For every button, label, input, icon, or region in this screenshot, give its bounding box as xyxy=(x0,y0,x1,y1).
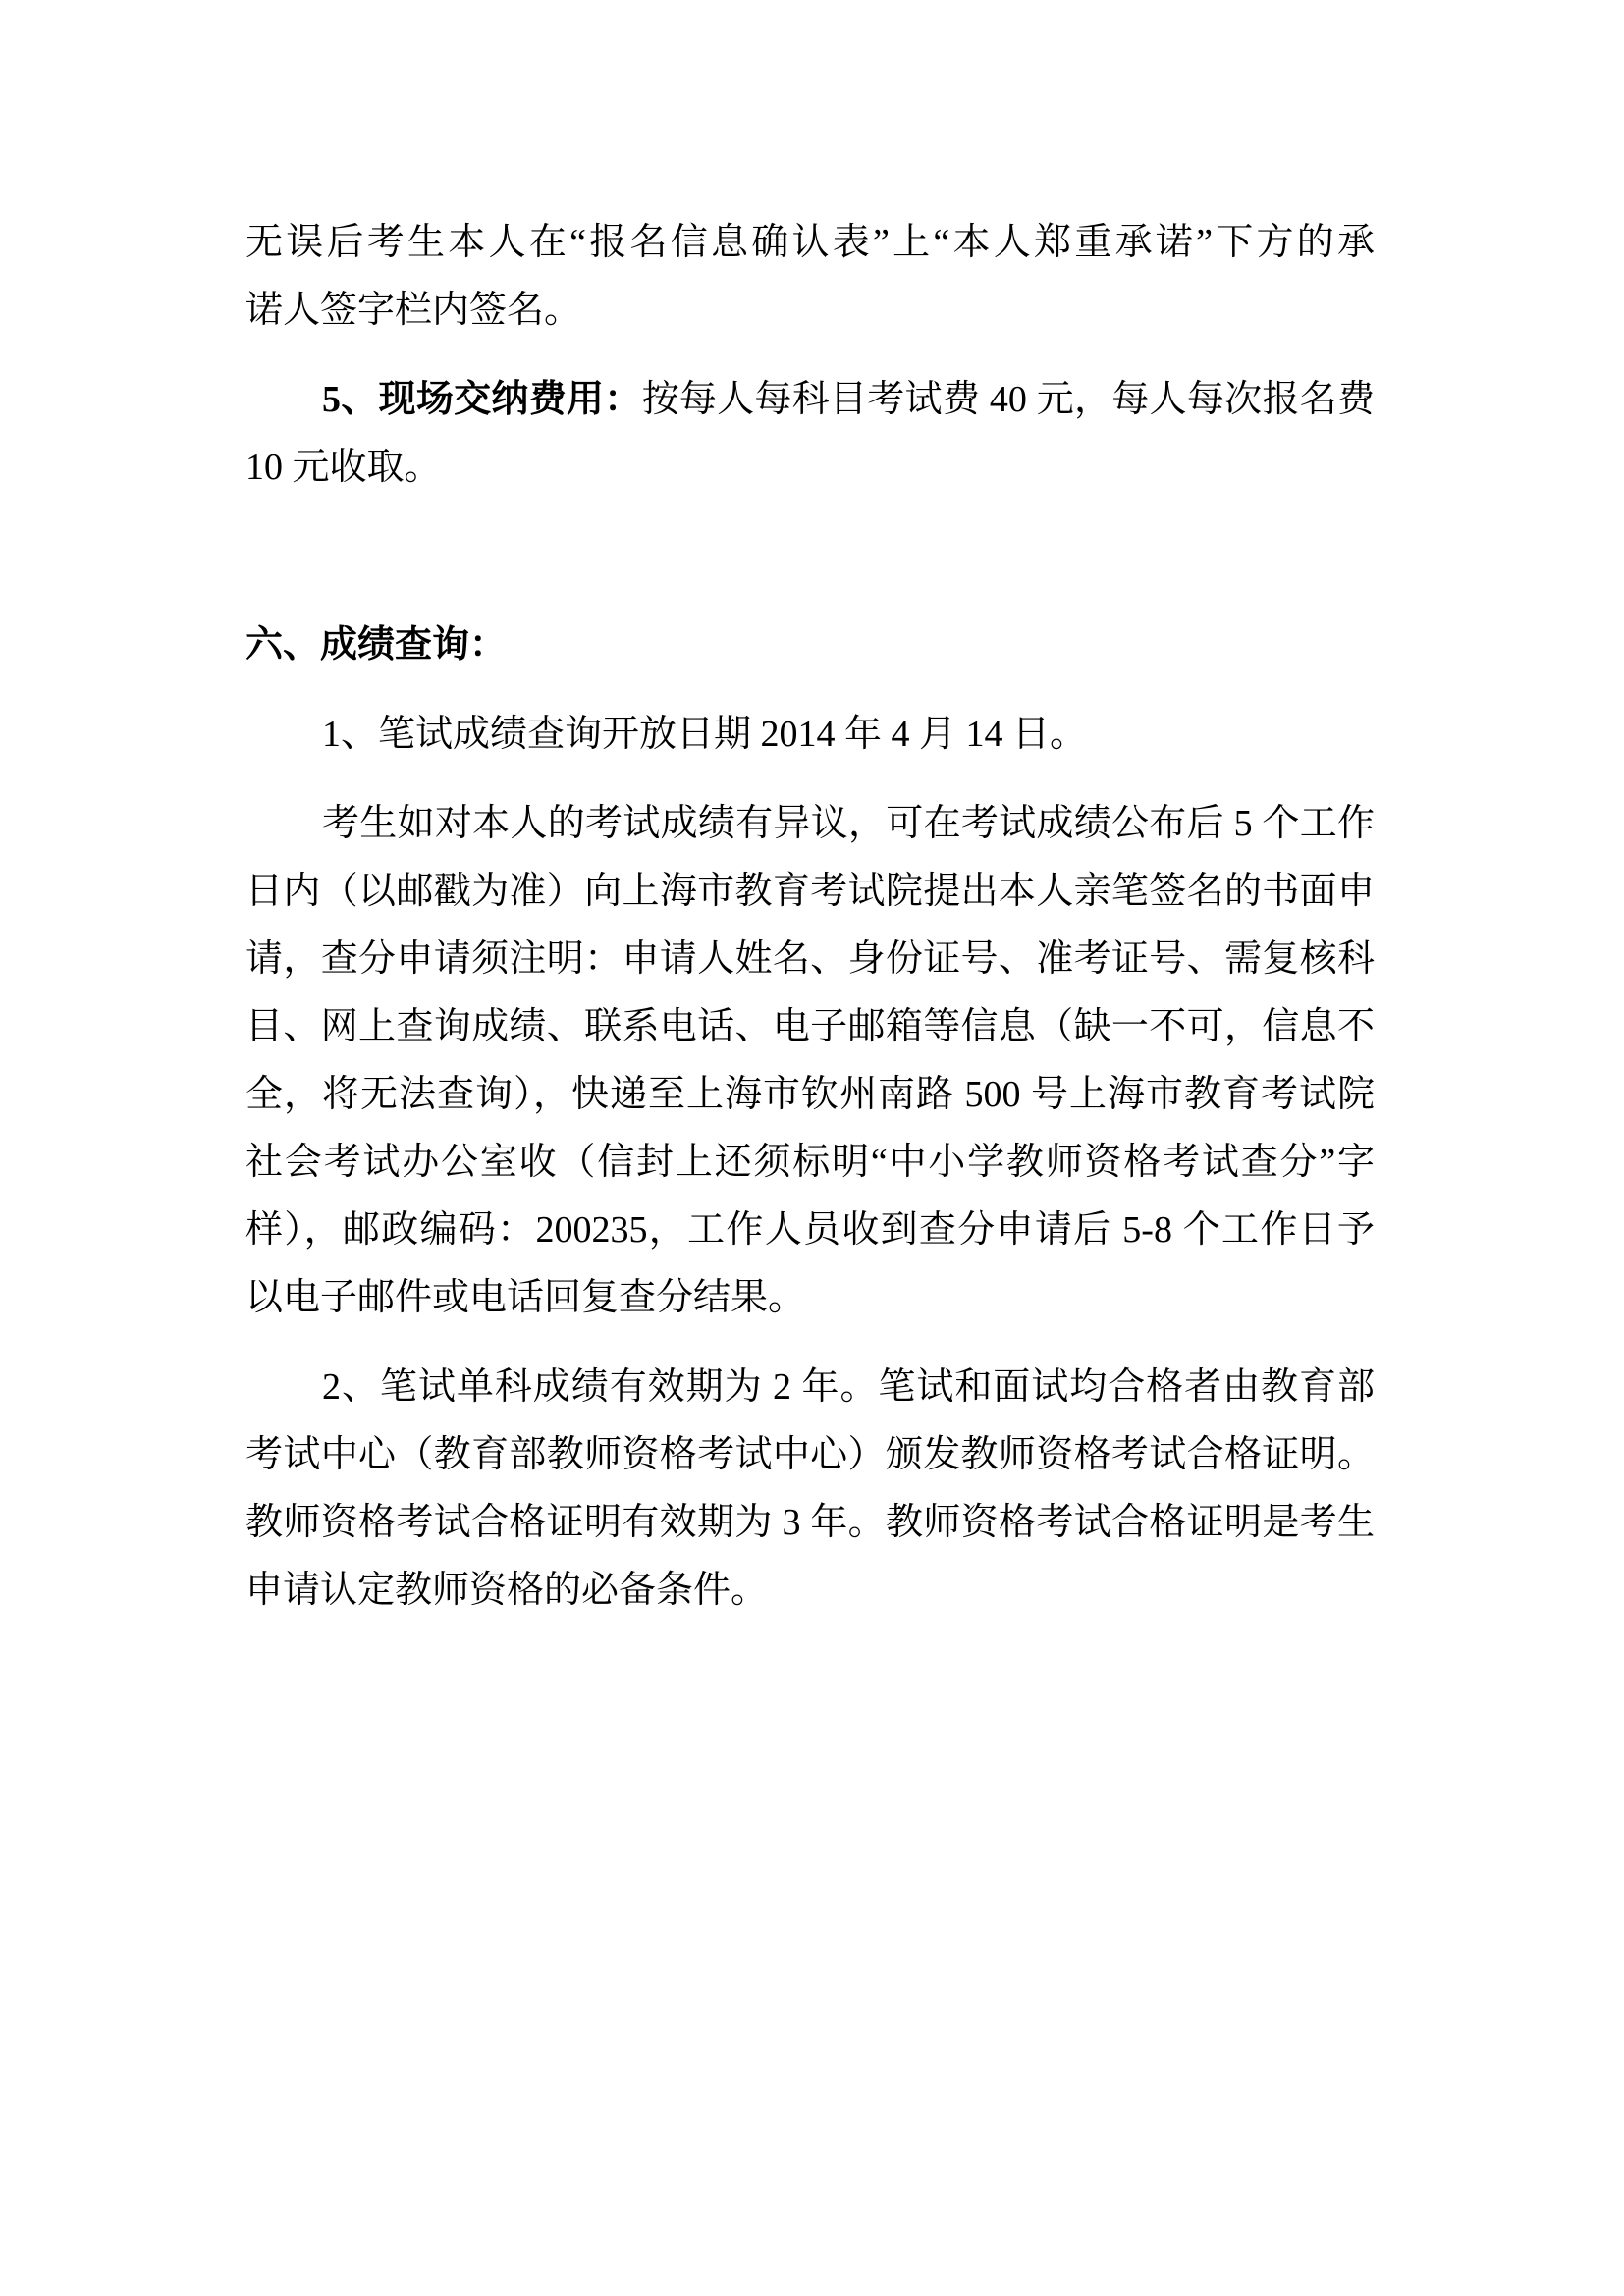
text-line xyxy=(245,1489,1375,1557)
text-line xyxy=(245,1557,1375,1625)
text-line xyxy=(245,790,1375,858)
text-line xyxy=(245,612,1375,679)
text-segment: 2、笔试单科成绩有效期为 2 年。笔试和面试均合格者由教育部 xyxy=(322,1366,1375,1408)
section-heading xyxy=(245,612,1375,679)
text-line xyxy=(245,926,1375,993)
text-segment: 10 元收取。 xyxy=(245,447,442,488)
text-line xyxy=(245,209,1375,277)
bold-text-segment: 六、成绩查询： xyxy=(245,624,508,666)
text-segment: 社会考试办公室收（信封上还须标明“中小学教师资格考试查分”字 xyxy=(245,1142,1375,1183)
text-segment: 日内（以邮戳为准）向上海市教育考试院提出本人亲笔签名的书面申 xyxy=(245,871,1375,912)
paragraph xyxy=(245,366,1375,502)
text-line xyxy=(245,1421,1375,1489)
text-line xyxy=(245,701,1375,769)
paragraph xyxy=(245,209,1375,345)
text-line xyxy=(245,993,1375,1061)
paragraph xyxy=(245,701,1375,769)
text-segment: 无误后考生本人在“报名信息确认表”上“本人郑重承诺”下方的承 xyxy=(245,222,1375,263)
text-line xyxy=(245,434,1375,502)
text-segment: 目、网上查询成绩、联系电话、电子邮箱等信息（缺一不可，信息不 xyxy=(245,1006,1375,1047)
text-segment: 教师资格考试合格证明有效期为 3 年。教师资格考试合格证明是考生 xyxy=(245,1502,1375,1543)
text-segment: 全，将无法查询），快递至上海市钦州南路 500 号上海市教育考试院 xyxy=(245,1074,1375,1115)
text-line xyxy=(245,366,1375,434)
text-line xyxy=(245,1129,1375,1197)
text-segment: 样），邮政编码：200235，工作人员收到查分申请后 5-8 个工作日予 xyxy=(245,1209,1375,1251)
bold-text-segment: 5、现场交纳费用： xyxy=(322,379,642,420)
document-body xyxy=(245,209,1375,1625)
text-segment: 按每人每科目考试费 40 元，每人每次报名费 xyxy=(641,379,1375,420)
text-line xyxy=(245,277,1375,345)
text-segment: 考生如对本人的考试成绩有异议，可在考试成绩公布后 5 个工作 xyxy=(322,803,1375,844)
text-segment: 以电子邮件或电话回复查分结果。 xyxy=(245,1277,806,1318)
text-line xyxy=(245,1264,1375,1332)
text-line xyxy=(245,1061,1375,1129)
text-line xyxy=(245,858,1375,926)
text-line xyxy=(245,1197,1375,1264)
text-segment: 请，查分申请须注明：申请人姓名、身份证号、准考证号、需复核科 xyxy=(245,938,1375,980)
paragraph xyxy=(245,1354,1375,1625)
paragraph xyxy=(245,790,1375,1332)
text-segment: 考试中心（教育部教师资格考试中心）颁发教师资格考试合格证明。 xyxy=(245,1434,1375,1475)
text-line xyxy=(245,1354,1375,1421)
text-segment: 诺人签字栏内签名。 xyxy=(245,290,582,331)
text-segment: 申请认定教师资格的必备条件。 xyxy=(245,1570,769,1611)
text-segment: 1、笔试成绩查询开放日期 2014 年 4 月 14 日。 xyxy=(322,714,1088,755)
